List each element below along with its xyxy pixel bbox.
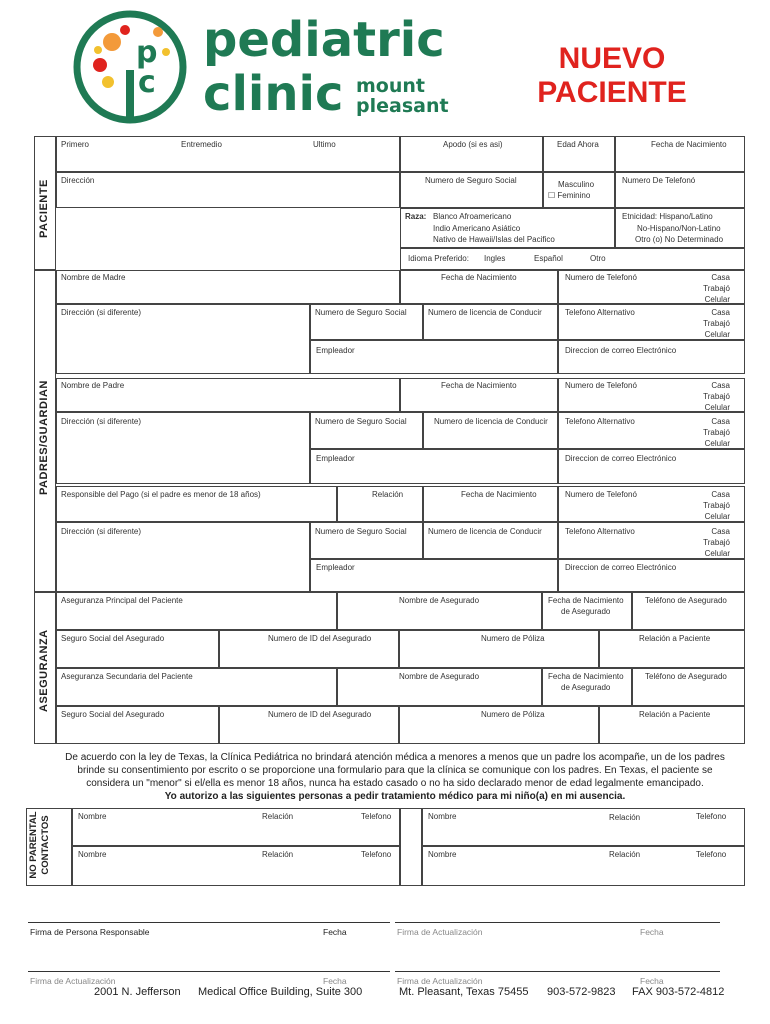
phone-type-casa[interactable]: Casa [711,417,730,426]
label-secundaria-poliza: Numero de Póliza [481,710,545,719]
label-idioma: Idioma Preferido: [408,254,469,263]
label-responsable-fecha: Fecha de Nacimiento [461,490,537,499]
phone-type-casa[interactable]: Casa [711,527,730,536]
label-contacto-3-nombre: Nombre [428,812,457,821]
raza-options-2[interactable]: Indio Americano Asiático [433,224,521,233]
etnicidad-2[interactable]: No-Hispano/Non-Latino [637,224,721,233]
label-responsable-relacion: Relación [372,490,404,499]
phone-type-casa[interactable]: Casa [711,273,730,282]
label-responsable-empleador: Empleador [316,563,355,572]
label-madre-correo: Direccion de correo Electrónico [565,346,677,355]
label-fecha-nacimiento: Fecha de Nacimiento [651,140,727,149]
label-secundaria-ssn-asegurado: Seguro Social del Asegurado [61,710,165,719]
phone-type-celular[interactable]: Celular [704,403,730,412]
label-contacto-1-telefono: Telefono [361,812,392,821]
label-responsable-correo: Direccion de correo Electrónico [565,563,677,572]
section-label-padres: PADRES/GUARDIAN [38,380,50,495]
label-secundaria-id-asegurado: Numero de ID del Asegurado [268,710,372,719]
footer-fax: FAX 903-572-4812 [632,986,725,998]
label-telefono: Numero De Telefonó [622,176,696,185]
option-otro[interactable]: Otro [590,254,606,263]
label-madre-tel-alt: Telefono Alternativo [565,308,635,317]
madre-tel-alt-tipos[interactable] [690,307,730,340]
signature-line-responsable[interactable] [28,922,390,923]
phone-type-trabajo[interactable]: Trabajó [703,501,730,510]
etnicidad-3[interactable]: Otro (o) No Determinado [635,235,724,244]
label-contacto-4-nombre: Nombre [428,850,457,859]
option-femenino[interactable]: ☐ Feminino [548,191,591,200]
label-contacto-3-telefono: Telefono [696,812,727,821]
footer-address-2: Medical Office Building, Suite 300 [198,986,363,998]
label-contacto-2-telefono: Telefono [361,850,392,859]
phone-type-trabajo[interactable]: Trabajó [703,538,730,547]
field-contacto-1[interactable] [72,808,400,846]
label-padre-tel-alt: Telefono Alternativo [565,417,635,426]
label-responsable-tel-alt: Telefono Alternativo [565,527,635,536]
label-contacto-3-relacion: Relación [609,813,641,822]
form-title-line1: NUEVO [558,42,666,75]
label-aseguranza-primaria: Aseguranza Principal del Paciente [61,596,183,605]
raza-options-3[interactable]: Nativo de Hawaii/Islas del Pacifico [433,235,555,244]
contactos-line-2: CONTACTOS [40,815,51,875]
label-padre-fecha: Fecha de Nacimiento [441,381,517,390]
label-madre-nombre: Nombre de Madre [61,273,126,282]
label-madre-ssn: Numero de Seguro Social [315,308,407,317]
label-primaria-nombre-asegurado: Nombre de Asegurado [399,596,480,605]
label-fecha-actualizacion-2: Fecha [323,976,347,986]
consent-notice [40,751,750,803]
svg-text:p: p [136,35,158,70]
label-primaria-relacion: Relación a Paciente [639,634,711,643]
section-label-contactos [28,810,52,880]
field-contacto-2[interactable] [72,846,400,886]
option-ingles[interactable]: Ingles [484,254,506,263]
label-padre-nombre: Nombre de Padre [61,381,125,390]
phone-type-celular[interactable]: Celular [704,512,730,521]
label-secundaria-relacion: Relación a Paciente [639,710,711,719]
field-direccion[interactable] [56,172,400,208]
label-contacto-2-relacion: Relación [262,850,294,859]
label-firma-responsable: Firma de Persona Responsable [30,927,150,937]
signature-line-actualizacion-2[interactable] [28,971,390,972]
clinic-logo [70,10,460,125]
phone-type-celular[interactable]: Celular [704,330,730,339]
section-label-aseguranza: ASEGURANZA [38,629,50,712]
phone-type-trabajo[interactable]: Trabajó [703,392,730,401]
phone-type-casa[interactable]: Casa [711,490,730,499]
label-madre-direccion: Dirección (si diferente) [61,308,142,317]
label-secundaria-nombre-asegurado: Nombre de Asegurado [399,672,480,681]
signature-line-actualizacion-1[interactable] [395,922,720,923]
notice-line-2: brinde su consentimiento por escrito o se proporcione una formulario para que la clínica se comunique con los padres. En Texas, el paciente se [77,765,713,776]
field-primero[interactable] [56,136,400,172]
label-madre-empleador: Empleador [316,346,355,355]
madre-telefono-tipos[interactable] [690,272,730,305]
label-fecha-responsable: Fecha [323,927,347,937]
label-responsable-nombre: Responsible del Pago (si el padre es menor de 18 años) [61,490,261,499]
label-responsable-ssn: Numero de Seguro Social [315,527,407,536]
label-entremedio: Entremedio [181,140,222,149]
label-secundaria-fecha-asegurado-2: de Asegurado [561,683,611,692]
label-contacto-4-relacion: Relación [609,850,641,859]
label-ultimo: Ultimo [313,140,336,149]
label-padre-licencia: Numero de licencia de Conducir [434,417,548,426]
notice-line-1: De acuerdo con la ley de Texas, la Clínica Pediátrica no brindará atención médica a menores a menos que un padre los acompañe, un de los padres [65,752,725,763]
svg-text:c: c [138,65,156,100]
phone-type-trabajo[interactable]: Trabajó [703,284,730,293]
label-primaria-fecha-asegurado-2: de Asegurado [561,607,611,616]
label-ssn: Numero de Seguro Social [425,176,517,185]
phone-type-celular[interactable]: Celular [704,549,730,558]
phone-type-casa[interactable]: Casa [711,308,730,317]
label-padre-telefono: Numero de Telefonó [565,381,637,390]
logo-word-pediatric: pediatric [203,12,445,68]
label-secundaria-tel-asegurado: Teléfono de Asegurado [645,672,727,681]
label-responsable-telefono: Numero de Telefonó [565,490,637,499]
signature-line-actualizacion-3[interactable] [395,971,720,972]
label-responsable-licencia: Numero de licencia de Conducir [428,527,542,536]
phone-type-celular[interactable]: Celular [704,439,730,448]
label-contacto-4-telefono: Telefono [696,850,727,859]
notice-line-4: Yo autorizo a las siguientes personas a pedir tratamiento médico para mi niño(a) en mi ausencia. [164,791,626,802]
label-fecha-actualizacion-1: Fecha [640,927,664,937]
responsable-tel-alt-tipos[interactable] [690,526,730,559]
label-contacto-2-nombre: Nombre [78,850,107,859]
label-padre-correo: Direccion de correo Electrónico [565,454,677,463]
label-secundaria-fecha-asegurado-1: Fecha de Nacimiento [548,672,624,681]
contactos-divider [400,808,422,886]
tree-logo-icon [70,10,190,125]
label-primero: Primero [61,140,90,149]
raza-options-1[interactable]: Blanco Afroamericano [433,212,512,221]
label-primaria-ssn-asegurado: Seguro Social del Asegurado [61,634,165,643]
phone-type-casa[interactable]: Casa [711,381,730,390]
footer-address-1: 2001 N. Jefferson [94,986,181,998]
etnicidad-1[interactable]: Etnicidad: Hispano/Latino [622,212,713,221]
logo-word-clinic: clinic [203,66,344,122]
form-title [522,42,702,110]
label-contacto-1-nombre: Nombre [78,812,107,821]
padre-tel-alt-tipos[interactable] [690,416,730,449]
label-raza: Raza: [405,212,427,221]
label-aseguranza-secundaria: Aseguranza Secundaria del Paciente [61,672,193,681]
label-primaria-fecha-asegurado-1: Fecha de Nacimiento [548,596,624,605]
label-apodo: Apodo (si es asi) [443,140,503,149]
label-primaria-id-asegurado: Numero de ID del Asegurado [268,634,372,643]
footer-city: Mt. Pleasant, Texas 75455 [399,986,529,998]
field-sexo[interactable] [543,172,615,208]
label-firma-actualizacion-3: Firma de Actualización [397,976,483,986]
label-madre-licencia: Numero de licencia de Conducir [428,308,542,317]
logo-word-mount: mount [356,75,425,97]
phone-type-celular[interactable]: Celular [704,295,730,304]
label-firma-actualizacion-1: Firma de Actualización [397,927,483,937]
label-padre-ssn: Numero de Seguro Social [315,417,407,426]
form-title-line2: PACIENTE [537,76,687,109]
label-direccion: Dirección [61,176,95,185]
contactos-line-1: NO PARENTAL [28,811,39,879]
label-responsable-direccion: Dirección (si diferente) [61,527,142,536]
logo-word-pleasant: pleasant [356,95,449,117]
option-espanol[interactable]: Español [534,254,563,263]
footer-phone: 903-572-9823 [547,986,616,998]
label-firma-actualizacion-2: Firma de Actualización [30,976,116,986]
phone-type-trabajo[interactable]: Trabajó [703,319,730,328]
section-label-paciente: PACIENTE [38,179,50,238]
option-masculino[interactable]: Masculino [558,180,595,189]
label-contacto-1-relacion: Relación [262,812,294,821]
label-primaria-poliza: Numero de Póliza [481,634,545,643]
phone-type-trabajo[interactable]: Trabajó [703,428,730,437]
label-madre-fecha: Fecha de Nacimiento [441,273,517,282]
label-edad: Edad Ahora [557,140,599,149]
label-padre-direccion: Dirección (si diferente) [61,417,142,426]
notice-line-3: considera un "menor" si el/ella es menor 18 años, nunca ha estado casado o no ha sido declarado menor de edad legalmente emancipado. [86,778,704,789]
padre-telefono-tipos[interactable] [690,380,730,413]
label-primaria-tel-asegurado: Teléfono de Asegurado [645,596,727,605]
responsable-telefono-tipos[interactable] [690,489,730,522]
label-fecha-actualizacion-3: Fecha [640,976,664,986]
label-padre-empleador: Empleador [316,454,355,463]
label-madre-telefono: Numero de Telefonó [565,273,637,282]
